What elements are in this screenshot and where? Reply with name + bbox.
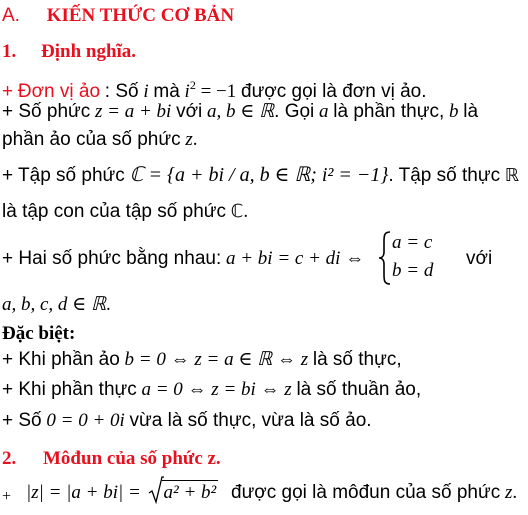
text: .: [106, 294, 111, 315]
math-var: a: [319, 101, 329, 122]
definition-complex-set-cont: [2, 200, 248, 224]
bullet-plus: +: [2, 81, 14, 102]
exponent: 2: [189, 78, 196, 92]
definition-complex-number-cont: [2, 128, 197, 152]
definition-complex-set: [2, 163, 519, 188]
text: vừa là số thực, vừa là số ảo.: [129, 410, 372, 431]
math-expr: a + bi = c + di ⇔: [225, 248, 365, 269]
text: phần ảo của số phức: [2, 129, 181, 150]
equation-system: [378, 230, 458, 286]
subsection-number: 1.: [2, 41, 17, 62]
text: : Số: [104, 81, 139, 102]
text: .: [192, 129, 198, 150]
section-prefix: A.: [2, 5, 20, 26]
term-label: Đơn vị ảo: [17, 81, 101, 102]
system-row: a = c: [392, 232, 433, 253]
special-case-zero: [2, 409, 372, 433]
math-expr: b = 0 ⇔ z = a ∈ ℝ ⇔ z: [124, 349, 309, 370]
text: + Tập số phức: [2, 165, 125, 186]
text: được gọi là môđun của số phức: [231, 482, 501, 503]
special-heading: [2, 322, 75, 346]
text: với: [176, 101, 203, 122]
text: .: [512, 482, 518, 503]
text: với: [466, 248, 493, 269]
radicand: a² + b²: [163, 482, 217, 503]
math-expr: a, b, c, d ∈ ℝ: [2, 294, 107, 315]
sqrt-icon: [148, 476, 164, 504]
modulus-formula: [26, 480, 517, 505]
text: + Khi phần ảo: [2, 349, 120, 370]
definition-equality: [2, 247, 364, 271]
math-expr: ℂ = {a + bi / a, b ∈ ℝ; i² = −1}: [129, 164, 389, 186]
text: + Hai số phức bằng nhau:: [2, 248, 222, 269]
section-title: KIẾN THỨC CƠ BẢN: [46, 5, 235, 26]
math-var: z: [504, 482, 513, 503]
text: + Số phức: [2, 101, 91, 122]
text: là: [463, 101, 479, 122]
math-expr: |z| = |a + bi| =: [26, 482, 141, 503]
subsection-number: 2.: [2, 448, 17, 469]
equality-condition: [2, 293, 111, 317]
math-var: i: [184, 81, 190, 102]
text: . Gọi: [274, 101, 315, 122]
math-expr: = −1: [200, 81, 237, 102]
text: là số thực,: [312, 349, 402, 370]
text: được gọi là đơn vị ảo.: [241, 81, 427, 102]
bullet-plus: +: [2, 488, 12, 505]
subsection-heading-1: [2, 40, 136, 64]
math-expr: a = 0 ⇔ z = bi ⇔ z: [141, 379, 292, 400]
equality-suffix: [466, 247, 492, 271]
text: là tập con của tập số phức: [2, 201, 226, 222]
math-var: z: [185, 129, 193, 150]
special-case-real: [2, 348, 402, 372]
math-var: b: [448, 101, 459, 122]
text: .: [243, 201, 249, 222]
math-var: i: [143, 81, 149, 102]
left-brace-icon: [378, 230, 392, 286]
special-title: Đặc biệt:: [2, 323, 76, 344]
special-case-imaginary: [2, 378, 421, 402]
section-heading-a: [2, 4, 234, 28]
text: là số thuần ảo,: [296, 379, 422, 400]
math-expr: z = a + bi: [95, 101, 172, 122]
math-symbol: ℂ: [230, 201, 244, 222]
square-root: [148, 480, 219, 505]
text: . Tập số thực: [388, 165, 501, 186]
subsection-title: Môđun của số phức z.: [43, 448, 221, 469]
definition-complex-number: [2, 100, 478, 124]
math-expr: 0 = 0 + 0i: [46, 410, 125, 431]
subsection-title: Định nghĩa.: [41, 41, 137, 62]
math-symbol: ℝ: [504, 165, 520, 186]
text: mà: [153, 81, 180, 102]
subsection-heading-2: [2, 447, 221, 471]
text: là phần thực,: [333, 101, 445, 122]
text: + Số: [2, 410, 42, 431]
system-row: b = d: [392, 260, 434, 281]
text: + Khi phần thực: [2, 379, 137, 400]
math-expr: a, b ∈ ℝ: [207, 101, 275, 122]
